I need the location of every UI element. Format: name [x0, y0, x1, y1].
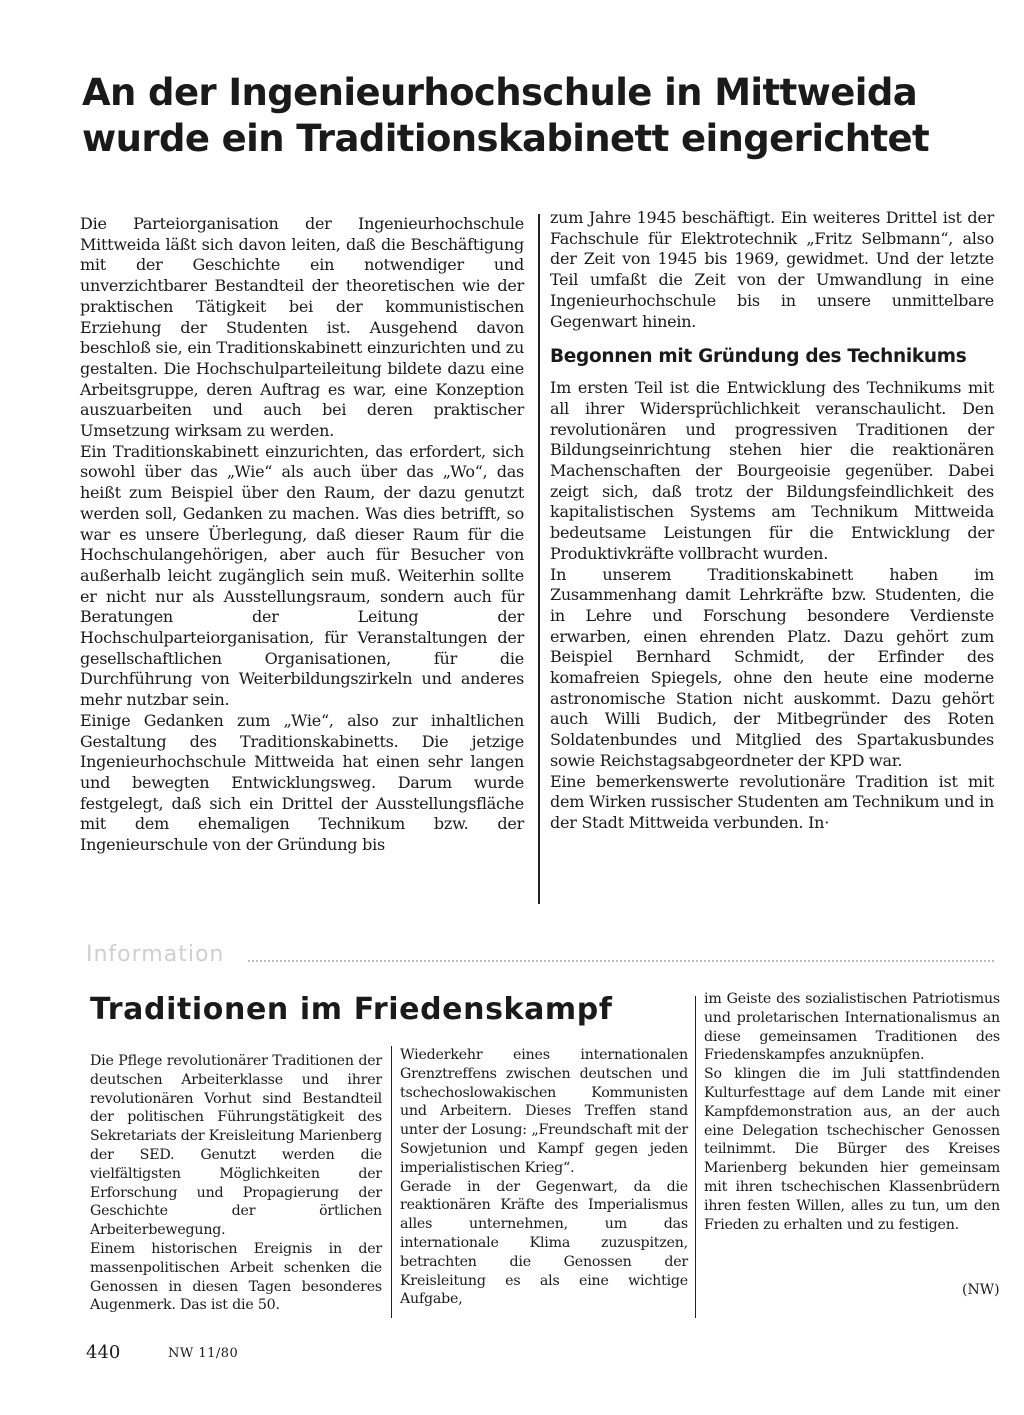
- column-divider: [695, 996, 696, 1318]
- article-column-2: [550, 208, 994, 834]
- issue-label: NW 11/80: [168, 1346, 239, 1361]
- page-number: 440: [86, 1342, 121, 1363]
- article-headline: An der Ingenieurhochschule in Mittweida wurde ein Traditionskabinett eingerichtet: [82, 71, 930, 160]
- information-paragraph: Die Pflege revolutionärer Traditionen der deutschen Arbeiterklasse und ihrer revolutionären Vorhut sind Bestandteil der politischen Führungstätigkeit des Sekretariats der Kreisleitung Marienberg der SED. Genutzt werden die vielfältigsten Möglichkeiten der Erforschung und Propagierung der Geschichte der örtlichen Arbeiterbewegung.: [90, 1053, 382, 1239]
- column-divider: [538, 214, 540, 904]
- article-paragraph: Einige Gedanken zum „Wie“, also zur inhaltlichen Gestaltung des Traditionskabinetts. Die jetzige Ingenieurhochschule Mittweida hat einen sehr langen und bewegten Entwicklungsweg. Darum wurde festgelegt, daß sich ein Drittel der Ausstellungsfläche mit dem ehemaligen Technikum bzw. der Ingenieurschule von der Gründung bis: [80, 710, 524, 855]
- article-paragraph: In unserem Traditionskabinett haben im Zusammenhang damit Lehrkräfte bzw. Studenten, die in Lehre und Forschung besondere Verdienste erwarben, einen ehrenden Platz. Dazu gehört zum Beispiel Bernhard Schmidt, der Erfinder des komafreien Spiegels, ohne den heute eine moderne astronomische Station nicht auskommt. Dazu gehört auch Willi Budich, der Mitbegründer des Roten Soldatenbundes und Mitglied des Spartakusbundes sowie Reichstagsabgeordneter der KPD war.: [550, 564, 994, 770]
- article-column-1: [80, 214, 524, 856]
- information-paragraph: Wiederkehr eines internationalen Grenztreffens zwischen deutschen und tschechoslowakischen Kommunisten und Arbeitern. Dieses Treffen stand unter der Losung: „Freundschaft mit der Sowjetunion und Kampf gegen jeden imperialistischen Krieg“.: [400, 1047, 688, 1176]
- information-paragraph: Einem historischen Ereignis in der massenpolitischen Arbeit schenken die Genossen in diesen Tagen besonderes Augenmerk. Das ist die 50.: [90, 1240, 382, 1314]
- article-subheading: Begonnen mit Gründung des Technikums: [550, 346, 967, 368]
- information-paragraph: So klingen die im Juli stattfindenden Kulturfesttage auf dem Lande mit einer Kampfdemonstration aus, an der auch eine Delegation tschechischer Genossen teilnimmt. Die Bürger des Kreises Marienberg bekunden hier gemeinsam mit ihren tschechischen Klassenbrüdern ihren festen Willen, alles zu tun, um den Frieden zu erhalten und zu festigen.: [704, 1066, 1000, 1233]
- author-signature: (NW): [962, 1282, 1000, 1298]
- information-column-1: [90, 1052, 382, 1315]
- column-divider: [391, 1046, 392, 1318]
- information-title: Traditionen im Friedenskampf: [90, 992, 613, 1027]
- article-paragraph: zum Jahre 1945 beschäftigt. Ein weiteres Drittel ist der Fachschule für Elektrotechnik „Fritz Selbmann“, also der Zeit von 1945 bis 1969, gewidmet. Und der letzte Teil umfaßt die Zeit von der Umwandlung in eine Ingenieurhochschule bis in unsere unmittelbare Gegenwart hinein.: [550, 208, 994, 331]
- article-paragraph: Eine bemerkenswerte revolutionäre Tradition ist mit dem Wirken russischer Studenten am Technikum und in der Stadt Mittweida verbunden. In·: [550, 771, 994, 832]
- article-paragraph: Die Parteiorganisation der Ingenieurhochschule Mittweida läßt sich davon leiten, daß die Beschäftigung mit der Geschichte ein notwendiger und unverzichtbarer Bestandteil der theoretischen wie der praktischen Tätigkeit bei der kommunistischen Erziehung der Studenten ist. Ausgehend davon beschloß sie, ein Traditionskabinett einzurichten und zu gestalten. Die Hochschulparteileitung bildete dazu eine Arbeitsgruppe, deren Auftrag es war, eine Konzeption auszuarbeiten und auch bei deren praktischer Umsetzung wirksam zu werden.: [80, 214, 524, 441]
- information-section-label: Information: [86, 942, 225, 967]
- information-column-3: [704, 990, 1000, 1234]
- information-paragraph: im Geiste des sozialistischen Patriotismus und proletarischen Internationalismus an diese gemeinsamen Traditionen des Friedenskampfes anzuknüpfen.: [704, 991, 1000, 1064]
- information-dotted-rule: [248, 960, 994, 965]
- information-column-2: [400, 1046, 688, 1309]
- article-paragraph: Im ersten Teil ist die Entwicklung des Technikums mit all ihrer Widersprüchlichkeit veranschaulicht. Den revolutionären und progressiven Traditionen der Bildungseinrichtung stehen hier die reaktionären Machenschaften der Bourgeoisie gegenüber. Dabei zeigt sich, daß trotz der Bildungsfeindlichkeit des kapitalistischen Systems am Technikum Mittweida bedeutsame Leistungen für die Entwicklung der Produktivkräfte vollbracht wurden.: [550, 378, 994, 563]
- information-paragraph: Gerade in der Gegenwart, da die reaktionären Kräfte des Imperialismus alles unternehmen, um das internationale Klima zuzuspitzen, betrachten die Genossen der Kreisleitung es als eine wichtige Aufgabe,: [400, 1178, 688, 1308]
- article-paragraph: Ein Traditionskabinett einzurichten, das erfordert, sich sowohl über das „Wie“ als auch über das „Wo“, das heißt zum Beispiel über den Raum, der dazu genutzt werden soll, Gedanken zu machen. Was dies betrifft, so war es unsere Überlegung, daß dieser Raum für die Hochschulangehörigen, aber auch für Besucher von außerhalb leicht zugänglich sein muß. Weiterhin sollte er nicht nur als Ausstellungsraum, sondern auch für Beratungen der Leitung der Hochschulparteiorganisation, für Veranstaltungen der gesellschaftlichen Organisationen, für die Durchführung von Weiterbildungszirkeln und anderes mehr nutzbar sein.: [80, 441, 524, 710]
